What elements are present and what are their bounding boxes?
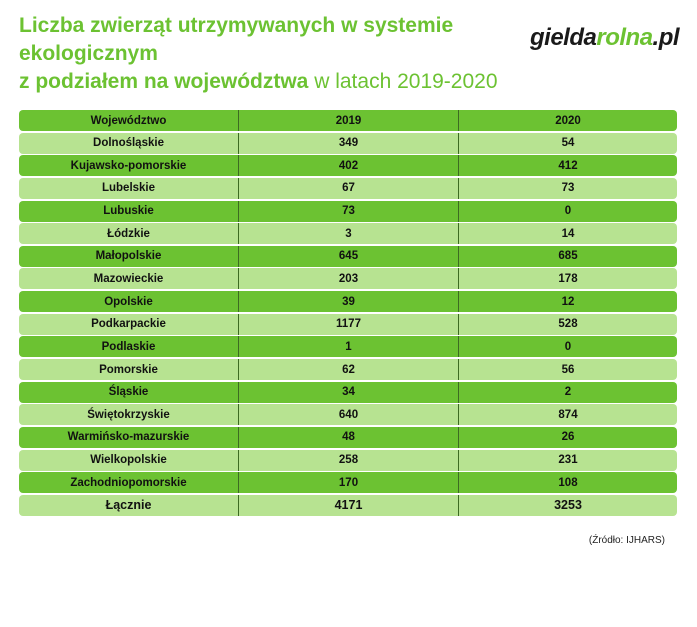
table-header-row [19,110,677,131]
cell-2019: 67 [238,178,458,199]
cell-2019: 48 [238,427,458,448]
cell-2019: 640 [238,404,458,425]
cell-2020: 14 [458,223,677,244]
brand-logo [530,24,679,52]
logo-part-3: .pl [652,24,680,51]
table-total-row [19,495,677,516]
table-row [19,427,677,448]
cell-2019: 203 [238,268,458,289]
logo-part-1: gielda [530,24,597,51]
table-row [19,404,677,425]
table-row [19,155,677,176]
title-line-1: Liczba zwierząt utrzymywanych w systemie ekologicznym [19,14,454,65]
cell-2020: 54 [458,133,677,154]
title-line-2-rest: w latach 2019-2020 [308,70,498,93]
table-body [19,133,677,494]
cell-2019: 62 [238,359,458,380]
cell-2020: 412 [458,155,677,176]
cell-2020: 108 [458,472,677,493]
table-row [19,382,677,403]
table-row [19,291,677,312]
header-cell-region: Województwo [90,114,167,127]
cell-region: Wielkopolskie [90,454,167,467]
cell-2019: 349 [238,133,458,154]
cell-2019: 39 [238,291,458,312]
table-row [19,178,677,199]
data-table [19,110,677,518]
cell-2020: 0 [458,336,677,357]
header-cell-2019: 2019 [238,110,458,131]
cell-region: Warmińsko-mazurskie [67,431,190,444]
cell-region: Świętokrzyskie [87,408,170,421]
cell-2019: 73 [238,201,458,222]
cell-2019: 645 [238,246,458,267]
cell-region: Łódzkie [107,227,150,240]
cell-region: Zachodniopomorskie [70,476,187,489]
source-note: (Źródło: IJHARS) [588,535,665,546]
cell-region: Pomorskie [99,363,158,376]
cell-2019: 402 [238,155,458,176]
table-row [19,359,677,380]
cell-2020: 12 [458,291,677,312]
total-2020: 3253 [458,495,677,516]
cell-region: Podlaskie [101,340,156,353]
cell-region: Dolnośląskie [93,137,164,150]
cell-region: Lubuskie [103,205,154,218]
cell-2020: 231 [458,450,677,471]
cell-2020: 528 [458,314,677,335]
cell-2020: 56 [458,359,677,380]
cell-region: Kujawsko-pomorskie [70,159,187,172]
cell-region: Lubelskie [101,182,156,195]
table-row [19,472,677,493]
table-row [19,268,677,289]
title-line-2 [19,68,539,96]
cell-2019: 1177 [238,314,458,335]
page-title [19,12,539,96]
table-row [19,336,677,357]
total-label: Łącznie [105,498,152,513]
logo-part-2: rolna [596,24,653,51]
cell-2020: 26 [458,427,677,448]
cell-region: Opolskie [104,295,153,308]
cell-region: Małopolskie [95,250,162,263]
cell-2020: 178 [458,268,677,289]
title-line-2-bold: z podziałem na województwa [19,70,309,93]
total-2019: 4171 [238,495,458,516]
table-row [19,201,677,222]
table-row [19,450,677,471]
cell-2020: 685 [458,246,677,267]
cell-2020: 874 [458,404,677,425]
cell-2020: 2 [458,382,677,403]
cell-2020: 73 [458,178,677,199]
cell-2019: 258 [238,450,458,471]
header-cell-2020: 2020 [458,110,677,131]
cell-region: Podkarpackie [91,318,166,331]
cell-2019: 3 [238,223,458,244]
table-row [19,223,677,244]
cell-2019: 34 [238,382,458,403]
cell-region: Śląskie [108,386,149,399]
cell-region: Mazowieckie [93,272,164,285]
table-row [19,314,677,335]
table-row [19,246,677,267]
cell-2019: 170 [238,472,458,493]
cell-2019: 1 [238,336,458,357]
cell-2020: 0 [458,201,677,222]
table-row [19,133,677,154]
